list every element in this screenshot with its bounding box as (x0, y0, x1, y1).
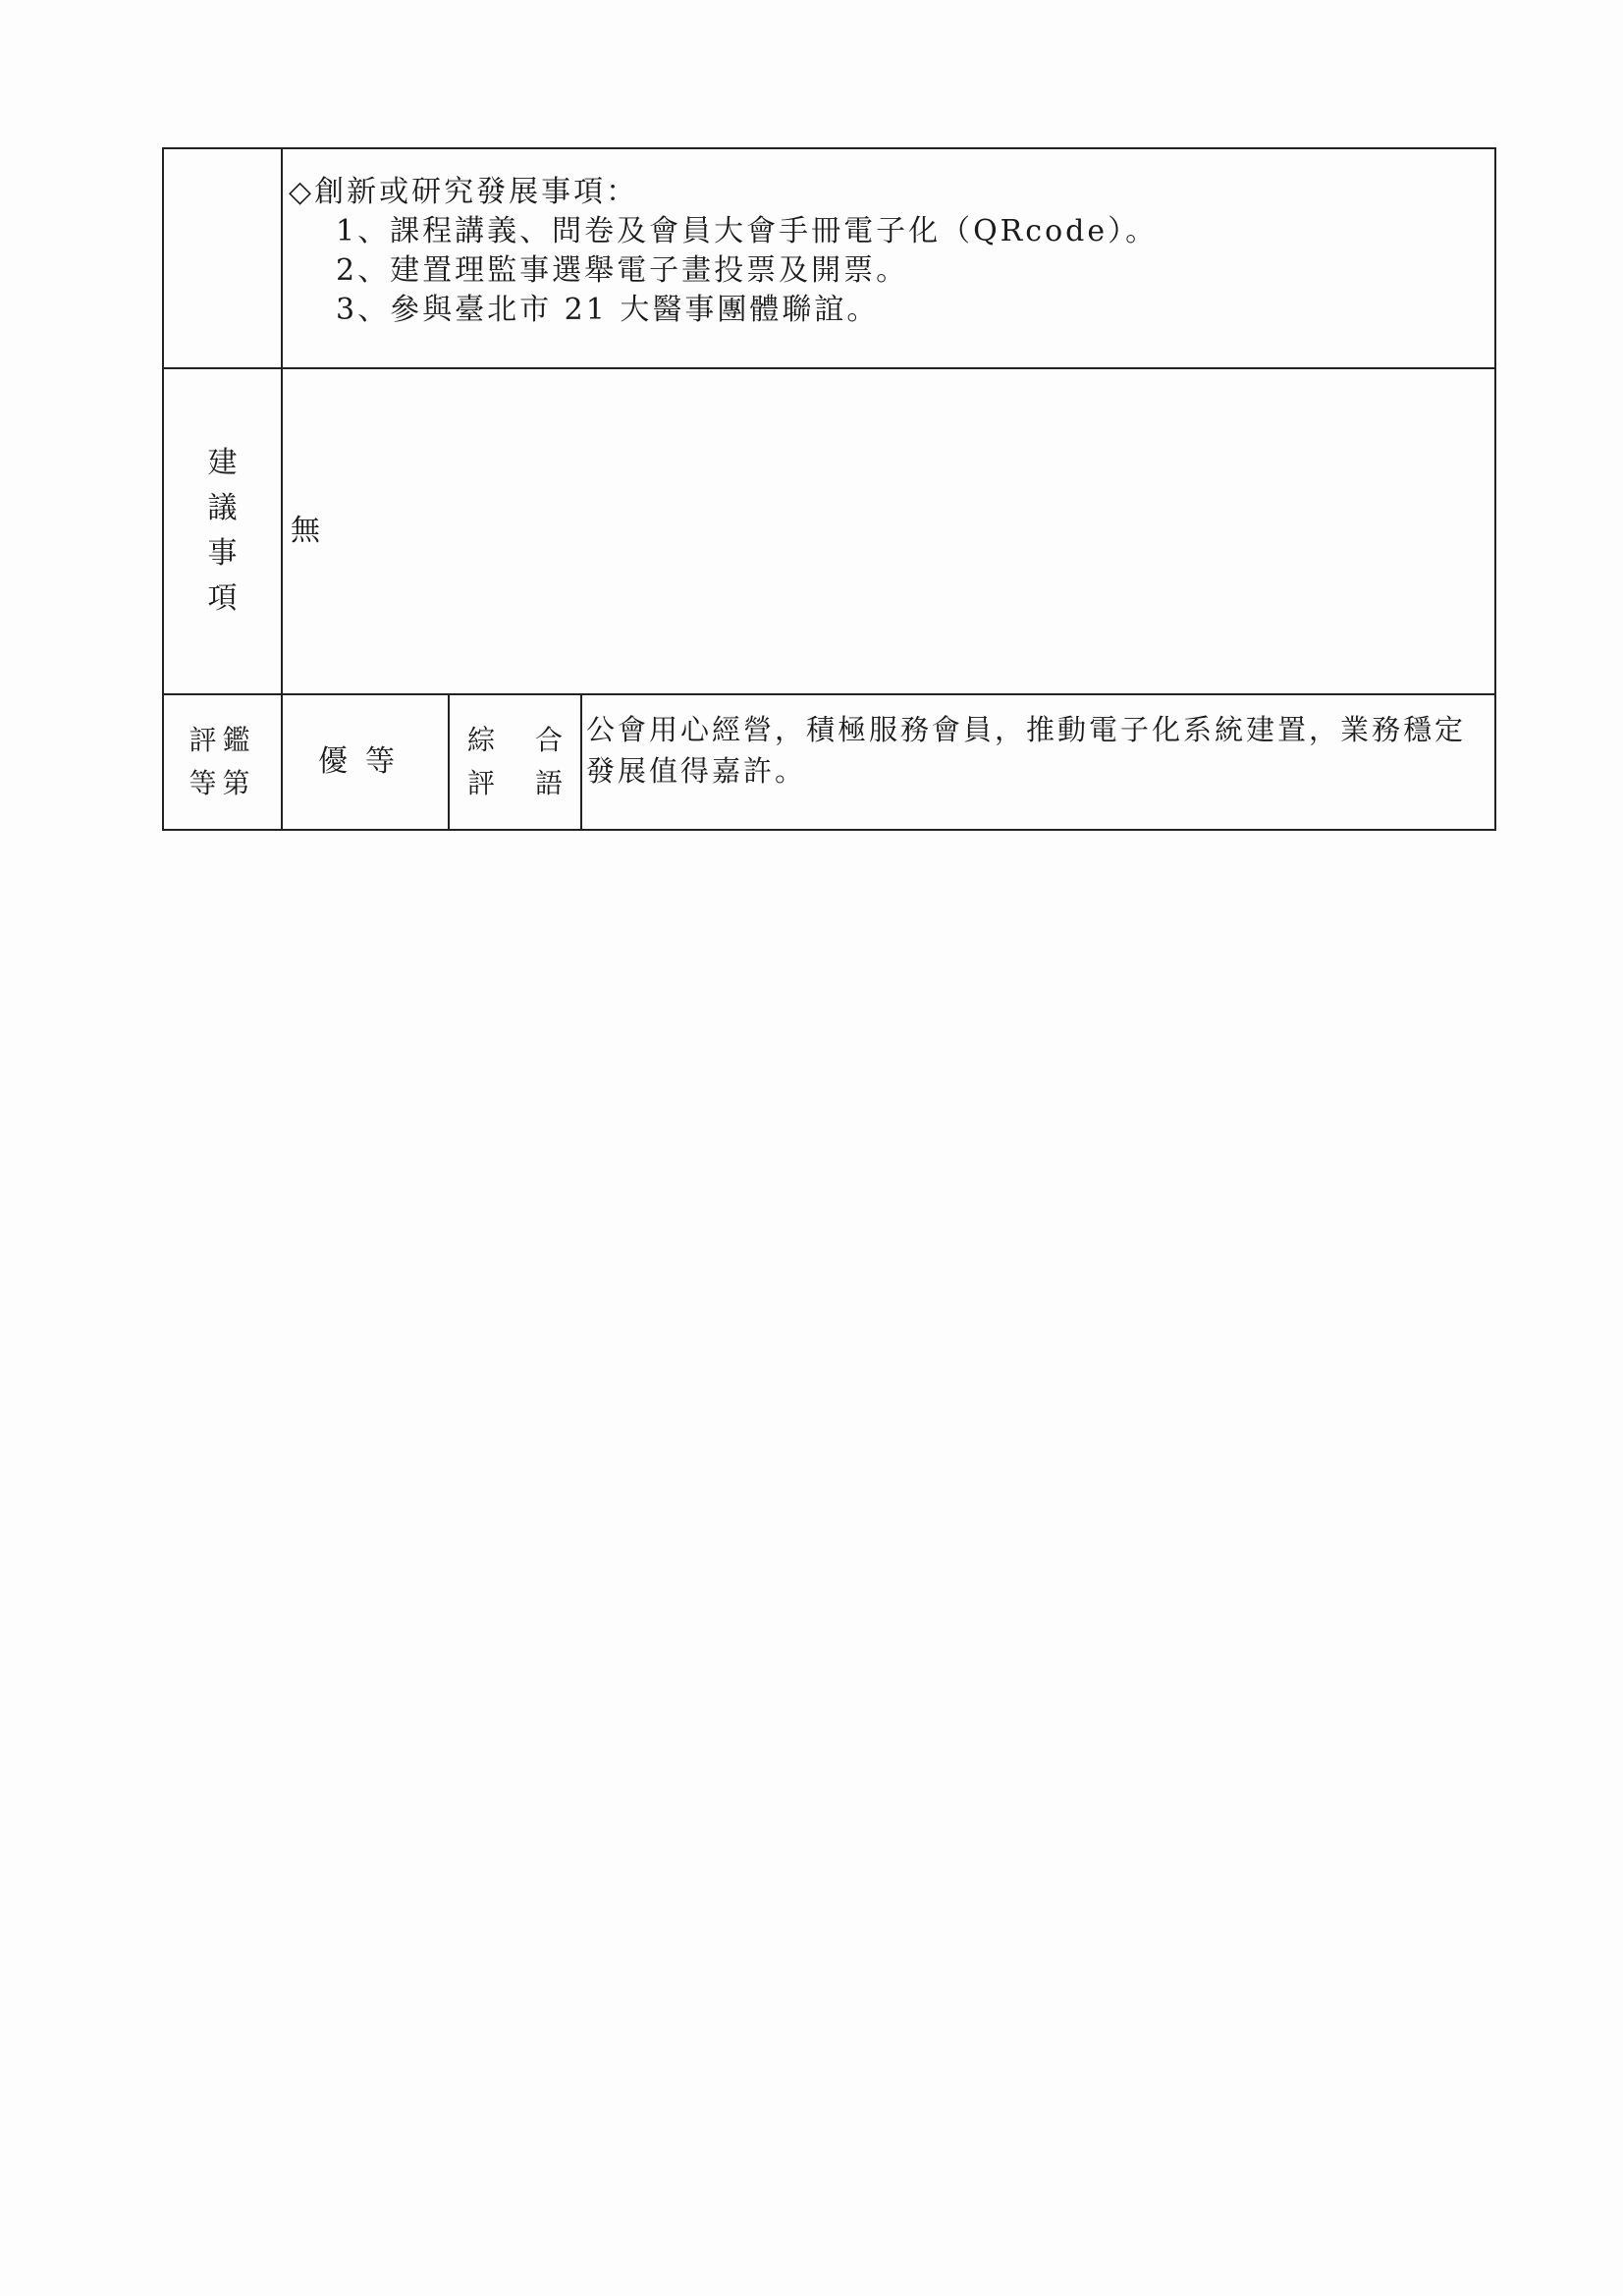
grade-row (163, 694, 1495, 830)
comment-label-char: 綜 (467, 724, 496, 756)
innovation-item-1: 1、課程講義、問卷及會員大會手冊電子化（QRcode）。 (336, 214, 1159, 248)
suggestions-label (163, 368, 282, 694)
suggestions-label-char: 議 (207, 491, 238, 525)
comment-label-char: 評 (467, 767, 496, 799)
innovation-row (163, 148, 1495, 368)
grade-value: 優等 (282, 694, 449, 830)
comment-label-line1 (467, 719, 563, 762)
comment-text: 公會用心經營，積極服務會員，推動電子化系統建置，業務穩定發展值得嘉許。 (581, 694, 1495, 830)
innovation-label-cell (163, 148, 282, 368)
suggestions-label-char: 項 (207, 581, 238, 616)
innovation-item-2: 2、建置理監事選舉電子畫投票及開票。 (336, 253, 909, 288)
comment-label-char: 語 (534, 767, 563, 799)
suggestions-content: 無 (282, 368, 1495, 694)
grade-label (163, 694, 282, 830)
evaluation-table (162, 147, 1496, 831)
suggestions-row (163, 368, 1495, 694)
comment-label-char: 合 (534, 724, 563, 756)
suggestions-label-char: 事 (207, 536, 238, 571)
comment-label (449, 694, 581, 830)
grade-label-line1: 評鑑 (189, 724, 256, 756)
comment-label-line2 (467, 762, 563, 805)
grade-label-line2: 等第 (189, 767, 256, 799)
innovation-heading: ◇創新或研究發展事項： (289, 175, 639, 209)
suggestions-label-char: 建 (207, 446, 238, 480)
innovation-item-3: 3、參與臺北市 21 大醫事團體聯誼。 (336, 293, 880, 327)
innovation-content-cell (282, 148, 1495, 368)
